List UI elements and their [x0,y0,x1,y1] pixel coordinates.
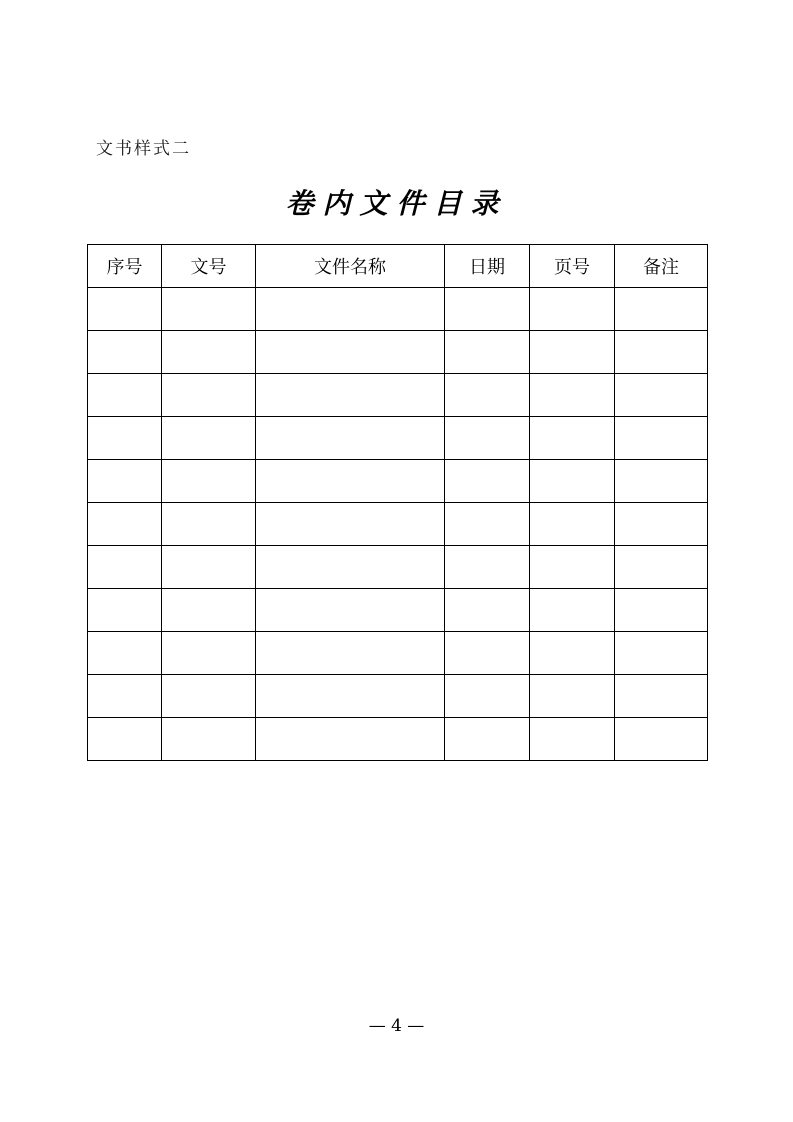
cell-document-number [162,589,256,632]
cell-remarks [615,675,708,718]
table-body [88,288,708,761]
cell-remarks [615,417,708,460]
header-document-number: 文号 [162,245,256,288]
header-file-name: 文件名称 [256,245,445,288]
cell-page-number [530,589,615,632]
document-style-label: 文书样式二 [96,139,191,159]
table-row [88,589,708,632]
cell-file-name [256,718,445,761]
cell-date [445,460,530,503]
table-row [88,632,708,675]
cell-file-name [256,546,445,589]
cell-date [445,374,530,417]
cell-file-name [256,288,445,331]
table-row [88,417,708,460]
cell-document-number [162,374,256,417]
cell-page-number [530,460,615,503]
table-row [88,546,708,589]
cell-document-number [162,503,256,546]
cell-remarks [615,718,708,761]
cell-document-number [162,331,256,374]
table-row [88,718,708,761]
cell-serial-number [88,417,162,460]
cell-remarks [615,331,708,374]
cell-remarks [615,546,708,589]
header-remarks: 备注 [615,245,708,288]
cell-date [445,632,530,675]
cell-page-number [530,374,615,417]
cell-page-number [530,546,615,589]
cell-document-number [162,632,256,675]
cell-serial-number [88,589,162,632]
cell-serial-number [88,374,162,417]
cell-file-name [256,460,445,503]
cell-serial-number [88,718,162,761]
cell-page-number [530,718,615,761]
cell-date [445,288,530,331]
cell-serial-number [88,331,162,374]
document-title: 卷内文件目录 [285,187,508,220]
cell-date [445,417,530,460]
table-row [88,374,708,417]
cell-serial-number [88,503,162,546]
cell-date [445,331,530,374]
table-header-row [88,245,708,288]
header-date: 日期 [445,245,530,288]
cell-serial-number [88,632,162,675]
cell-remarks [615,632,708,675]
cell-serial-number [88,288,162,331]
cell-remarks [615,589,708,632]
cell-page-number [530,331,615,374]
cell-date [445,503,530,546]
cell-remarks [615,460,708,503]
cell-file-name [256,632,445,675]
cell-file-name [256,503,445,546]
cell-page-number [530,288,615,331]
cell-remarks [615,374,708,417]
header-serial-number: 序号 [88,245,162,288]
cell-date [445,675,530,718]
table-row [88,675,708,718]
cell-document-number [162,675,256,718]
cell-document-number [162,718,256,761]
table-row [88,331,708,374]
cell-remarks [615,288,708,331]
cell-file-name [256,417,445,460]
cell-remarks [615,503,708,546]
header-page-number: 页号 [530,245,615,288]
cell-document-number [162,546,256,589]
cell-document-number [162,417,256,460]
cell-page-number [530,503,615,546]
cell-document-number [162,288,256,331]
cell-date [445,546,530,589]
table-row [88,460,708,503]
cell-date [445,589,530,632]
page-number: — 4 — [368,1016,425,1036]
cell-file-name [256,331,445,374]
cell-page-number [530,675,615,718]
cell-date [445,718,530,761]
table-row [88,503,708,546]
cell-file-name [256,675,445,718]
cell-file-name [256,589,445,632]
cell-page-number [530,417,615,460]
cell-document-number [162,460,256,503]
cell-file-name [256,374,445,417]
cell-page-number [530,632,615,675]
cell-serial-number [88,460,162,503]
table-row [88,288,708,331]
file-catalog-table [87,244,708,761]
cell-serial-number [88,675,162,718]
cell-serial-number [88,546,162,589]
